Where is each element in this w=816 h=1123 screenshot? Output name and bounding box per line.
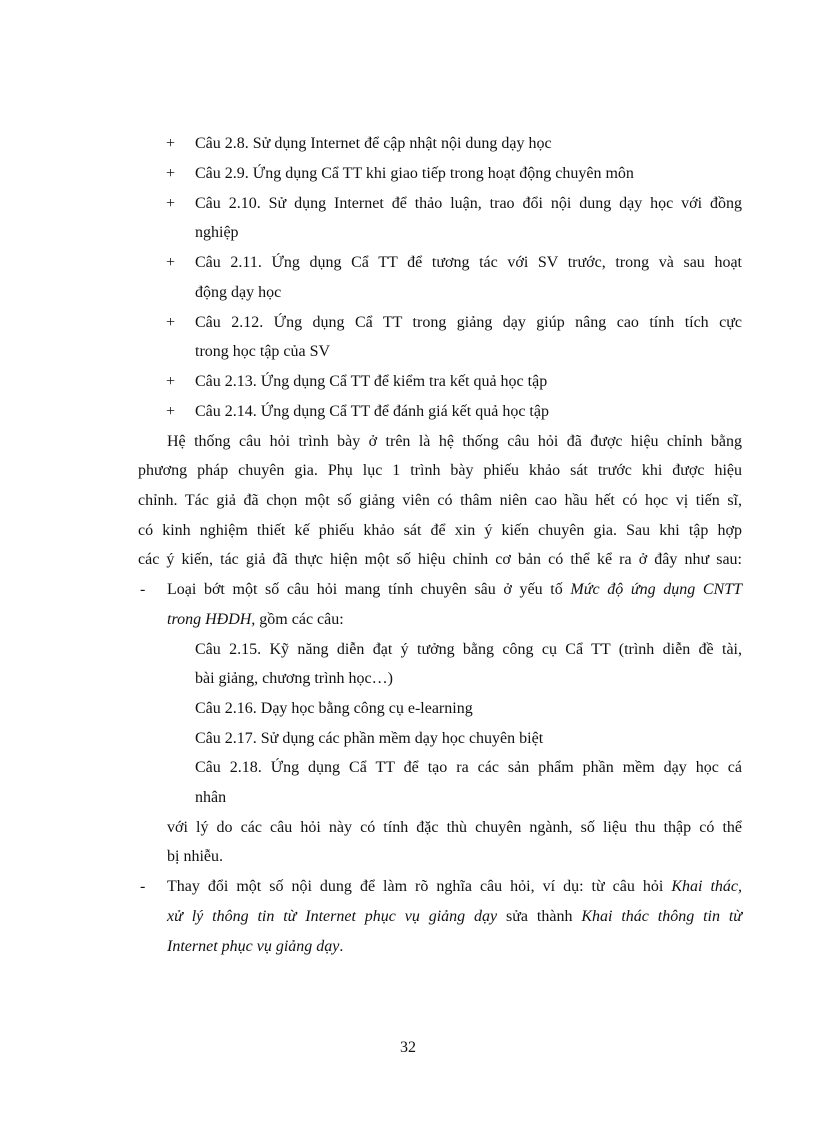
plus-bullet: + <box>166 403 176 420</box>
paragraph-line: có kinh nghiệm thiết kế phiếu khảo sát để xin ý kiến chuyên gia. Sau khi tập hợp <box>138 522 742 539</box>
paragraph-line: các ý kiến, tác giả đã thực hiện một số hiệu chỉnh cơ bản có thể kể ra ở đây như sau: <box>138 551 742 568</box>
list-item-2-13: Câu 2.13. Ứng dụng Cẩ TT để kiểm tra kết quả học tập <box>195 373 548 390</box>
page-number: 32 <box>400 1039 416 1056</box>
dash-item-1-text: Loại bớt một số câu hỏi mang tính chuyên sâu ở yếu tố <box>167 581 571 598</box>
list-item-2-11-cont: động dạy học <box>195 284 282 301</box>
dash-item-1-italic-cont: trong HĐDH, <box>167 611 256 628</box>
sub-item-2-18: Câu 2.18. Ứng dụng Cẩ TT để tạo ra các sản phẩm phần mềm dạy học cá <box>195 759 742 776</box>
reason-line: với lý do các câu hỏi này có tính đặc thù chuyên ngành, số liệu thu thập có thể <box>167 819 742 836</box>
dash-item-2-period: . <box>339 938 344 955</box>
plus-bullet: + <box>166 195 176 212</box>
sub-item-2-18-cont: nhân <box>195 789 227 806</box>
dash-item-2-italic-a: xử lý thông tin từ Internet phục vụ giảng dạy <box>167 908 498 925</box>
paragraph-line: phương pháp chuyên gia. Phụ lục 1 trình bày phiếu khảo sát trước khi được hiệu <box>138 462 742 479</box>
dash-item-2-text-mid: sửa thành <box>497 908 582 925</box>
dash-item-2-line-2 <box>167 907 742 927</box>
list-item-2-12: Câu 2.12. Ứng dụng Cẩ TT trong giảng dạy giúp nâng cao tính tích cực <box>195 314 742 331</box>
dash-item-2-line-1 <box>167 877 742 897</box>
list-item-2-10-cont: nghiệp <box>195 224 239 241</box>
dash-item-2-line-3 <box>167 937 343 957</box>
dash-item-1-italic: Mức độ ứng dụng CNTT <box>570 581 743 598</box>
dash-item-1-line-1 <box>167 580 742 600</box>
list-item-2-14: Câu 2.14. Ứng dụng Cẩ TT để đánh giá kết quả học tập <box>195 403 549 420</box>
dash-item-2-italic-b: Khai thác thông tin từ <box>581 908 742 925</box>
paragraph-line: chỉnh. Tác giả đã chọn một số giảng viên có thâm niên cao hầu hết có học vị tiến sĩ, <box>138 492 742 509</box>
dash-bullet: - <box>140 581 146 598</box>
dash-item-2-text: Thay đổi một số nội dung để làm rõ nghĩa câu hỏi, ví dụ: từ câu hỏi <box>167 878 672 895</box>
dash-item-2-italic: Khai thác, <box>671 878 743 895</box>
dash-item-2-italic-c: Internet phục vụ giảng dạy <box>167 938 340 955</box>
dash-bullet: - <box>140 878 146 895</box>
plus-bullet: + <box>166 135 176 152</box>
plus-bullet: + <box>166 314 176 331</box>
list-item-2-12-cont: trong học tập của SV <box>195 343 331 360</box>
plus-bullet: + <box>166 373 176 390</box>
plus-bullet: + <box>166 165 176 182</box>
dash-item-1-line-2 <box>167 610 344 630</box>
list-item-2-11: Câu 2.11. Ứng dụng Cẩ TT để tương tác với SV trước, trong và sau hoạt <box>195 254 742 271</box>
sub-item-2-16: Câu 2.16. Dạy học bằng công cụ e-learning <box>195 700 473 717</box>
sub-item-2-15-cont: bài giảng, chương trình học…) <box>195 670 393 687</box>
list-item-2-8: Câu 2.8. Sử dụng Internet để cập nhật nội dung dạy học <box>195 135 552 152</box>
sub-item-2-17: Câu 2.17. Sử dụng các phần mềm dạy học chuyên biệt <box>195 730 544 747</box>
paragraph-line: Hệ thống câu hỏi trình bày ở trên là hệ thống câu hỏi đã được hiệu chỉnh bằng <box>167 433 742 450</box>
dash-item-1-text-cont: gồm các câu: <box>255 611 344 628</box>
plus-bullet: + <box>166 254 176 271</box>
list-item-2-9: Câu 2.9. Ứng dụng Cẩ TT khi giao tiếp trong hoạt động chuyên môn <box>195 165 634 182</box>
list-item-2-10: Câu 2.10. Sử dụng Internet để thảo luận, trao đổi nội dung dạy học với đồng <box>195 195 742 212</box>
sub-item-2-15: Câu 2.15. Kỹ năng diễn đạt ý tưởng bằng công cụ Cẩ TT (trình diễn đề tài, <box>195 641 742 658</box>
reason-line: bị nhiễu. <box>167 848 223 865</box>
